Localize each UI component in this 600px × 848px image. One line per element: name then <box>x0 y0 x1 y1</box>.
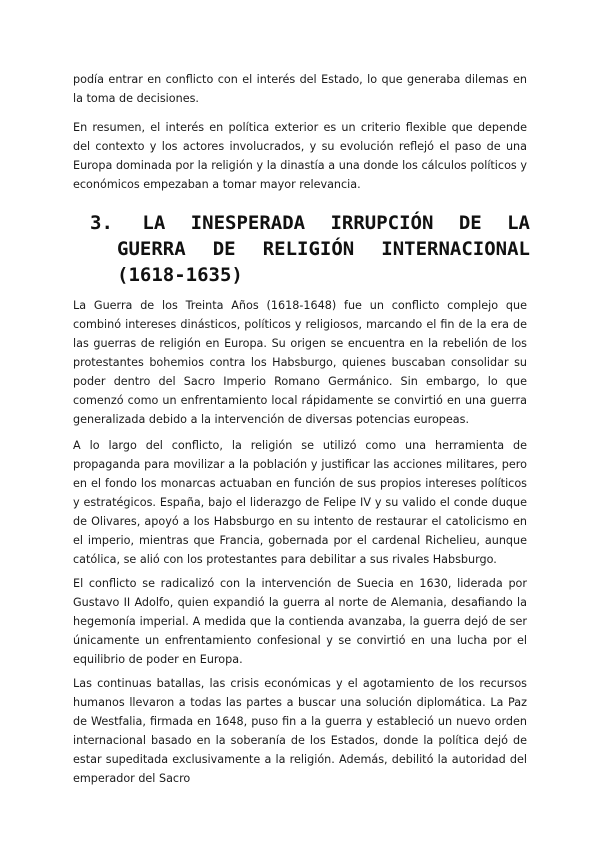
paragraph-summary: En resumen, el interés en política exterior es un criterio flexible que depende del contexto y los actores involucrados, y su evolución reflejó el paso de una Europa dominada por la religión y la dinastía a una donde los cálculos políticos y económicos empezaban a tomar mayor relevancia. <box>73 121 527 191</box>
heading-line-2: GUERRA DE RELIGIÓN INTERNACIONAL <box>117 238 530 260</box>
heading-line-3: (1618-1635) <box>117 264 243 286</box>
heading-line-1 <box>90 210 530 236</box>
paragraph-continuation: podía entrar en conflicto con el interés del Estado, lo que generaba dilemas en la toma de decisiones. <box>73 73 527 105</box>
heading-number: 3. <box>90 212 113 234</box>
paragraph-body-3: El conflicto se radicalizó con la intervención de Suecia en 1630, liderada por Gustavo II Adolfo, quien expandió la guerra al norte de Alemania, desafiando la hegemonía imperial. A medida que la contienda avanzaba, la guerra dejó de ser únicamente un enfrentamiento confesional y se convirtió en una lucha por el equilibrio de poder en Europa. <box>73 577 527 666</box>
paragraph-body-2: A lo largo del conflicto, la religión se utilizó como una herramienta de propaganda para movilizar a la población y justificar las acciones militares, pero en el fondo los monarcas actuaban en función de sus propios intereses políticos y estratégicos. España, bajo el liderazgo de Felipe IV y su valido el conde duque de Olivares, apoyó a los Habsburgo en su intento de restaurar el catolicismo en el imperio, mientras que Francia, gobernada por el cardenal Richelieu, aunque católica, se alió con los protestantes para debilitar a sus rivales Habsburgo. <box>73 439 527 566</box>
paragraph-body-4: Las continuas batallas, las crisis económicas y el agotamiento de los recursos humanos llevaron a todas las partes a buscar una solución diplomática. La Paz de Westfalia, firmada en 1648, puso fin a la guerra y estableció un nuevo orden internacional basado en la soberanía de los Estados, donde la política dejó de estar supeditada exclusivamente a la religión. Además, debilitó la autoridad del emperador del Sacro <box>73 677 527 785</box>
paragraph-body-1: La Guerra de los Treinta Años (1618-1648) fue un conflicto complejo que combinó intereses dinásticos, políticos y religiosos, marcando el fin de la era de las guerras de religión en Europa. Su origen se encuentra en la rebelión de los protestantes bohemios contra los Habsburgo, quienes buscaban consolidar su poder dentro del Sacro Imperio Romano Germánico. Sin embargo, lo que comenzó como un enfrentamiento local rápidamente se convirtió en una guerra generalizada debido a la intervención de diversas potencias europeas. <box>73 299 527 426</box>
section-heading <box>90 210 530 288</box>
heading-line-1-text: LA INESPERADA IRRUPCIÓN DE LA <box>142 212 530 234</box>
